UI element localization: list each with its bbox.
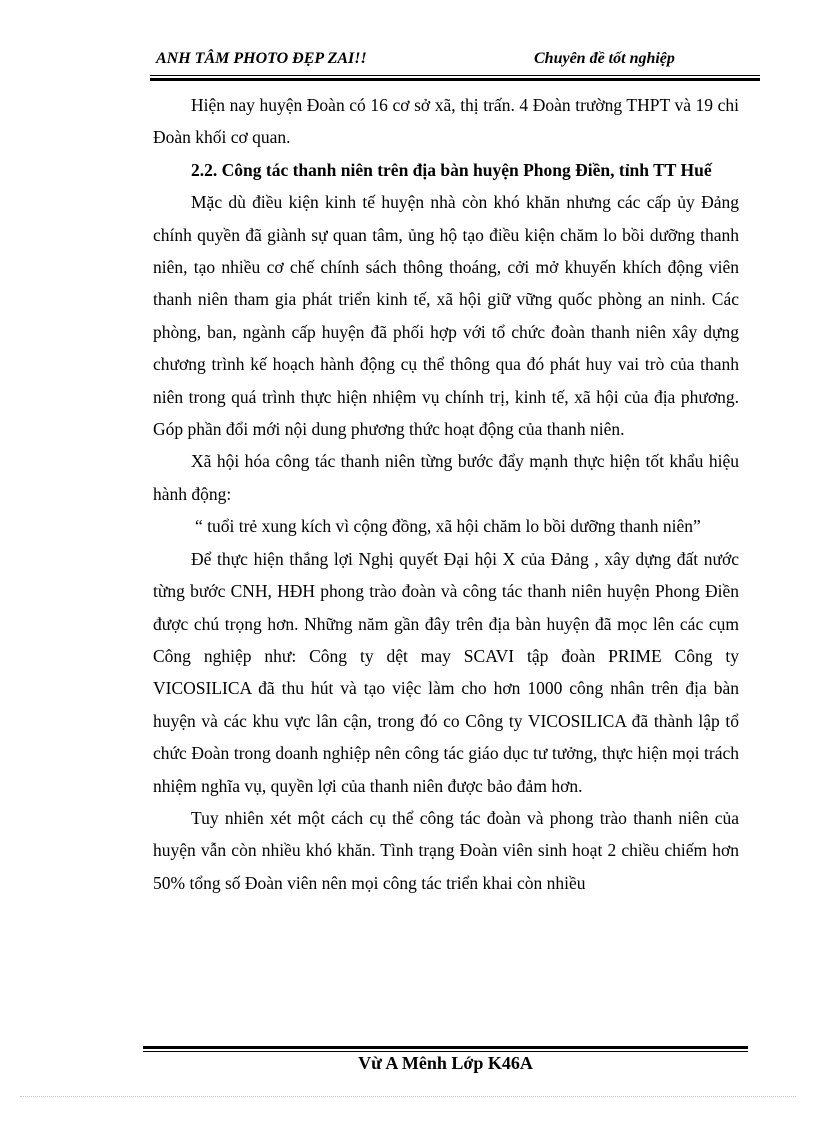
document-body (153, 89, 739, 899)
header-right-text: Chuyên đề tốt nghiệp (534, 50, 675, 67)
header-left-text: ANH TÂM PHOTO ĐẸP ZAI!! (156, 50, 367, 67)
page-edge-divider (20, 1096, 796, 1097)
footer-divider-thick (143, 1046, 748, 1049)
section-heading: 2.2. Công tác thanh niên trên địa bàn huyện Phong Điền, tỉnh TT Huế (191, 159, 712, 180)
slogan-quote: “ tuổi trẻ xung kích vì cộng đồng, xã hội chăm lo bồi dưỡng thanh niên” (195, 516, 701, 537)
paragraph-intro: Hiện nay huyện Đoàn có 16 cơ sở xã, thị trấn. 4 Đoàn trường THPT và 19 chi Đoàn khối cơ quan. (153, 95, 739, 148)
paragraph: Tuy nhiên xét một cách cụ thể công tác đoàn và phong trào thanh niên của huyện vẫn còn nhiều khó khăn. Tình trạng Đoàn viên sinh hoạt 2 chiều chiếm hơn 50% tổng số Đoàn viên nên mọi công tác triển khai còn nhiều (153, 807, 739, 893)
paragraph: Để thực hiện thắng lợi Nghị quyết Đại hội X của Đảng , xây dựng đất nước từng bước CNH, HĐH phong trào đoàn và công tác thanh niên huyện Phong Điền được chú trọng hơn. Những năm gần đây trên địa bàn huyện đã mọc lên các cụm Công nghiệp như: Công ty dệt may SCAVI tập đoàn PRIME Công ty VICOSILICA đã thu hút và tạo việc làm cho hơn 1000 công nhân trên địa bàn huyện và các khu vực lân cận, trong đó co Công ty VICOSILICA đã thành lập tổ chức Đoàn trong doanh nghiệp nên công tác giáo dục tư tưởng, thực hiện mọi trách nhiệm nghĩa vụ, quyền lợi của thanh niên được bảo đảm hơn. (153, 548, 739, 796)
header-divider-thin (150, 75, 760, 76)
page-header (150, 44, 760, 82)
paragraph: Xã hội hóa công tác thanh niên từng bước đẩy mạnh thực hiện tốt khẩu hiệu hành động: (153, 451, 739, 504)
footer-divider-thin (143, 1051, 748, 1052)
paragraph: Mặc dù điều kiện kinh tế huyện nhà còn khó khăn nhưng các cấp ủy Đảng chính quyền đã giành sự quan tâm, ủng hộ tạo điều kiện chăm lo bồi dưỡng thanh niên, tạo nhiều cơ chế chính sách thông thoáng, cởi mở khuyến khích động viên thanh niên tham gia phát triển kinh tế, xã hội giữ vững quốc phòng an ninh. Các phòng, ban, ngành cấp huyện đã phối hợp với tổ chức đoàn thanh niên xây dựng chương trình kế hoạch hành động cụ thể thông qua đó phát huy vai trò của thanh niên trong quá trình thực hiện nhiệm vụ chính trị, kinh tế, xã hội của địa phương. Góp phần đổi mới nội dung phương thức hoạt động của thanh niên. (153, 192, 739, 440)
header-divider-thick (150, 78, 760, 81)
page-footer: Vừ A Mênh Lớp K46A (358, 1053, 533, 1073)
